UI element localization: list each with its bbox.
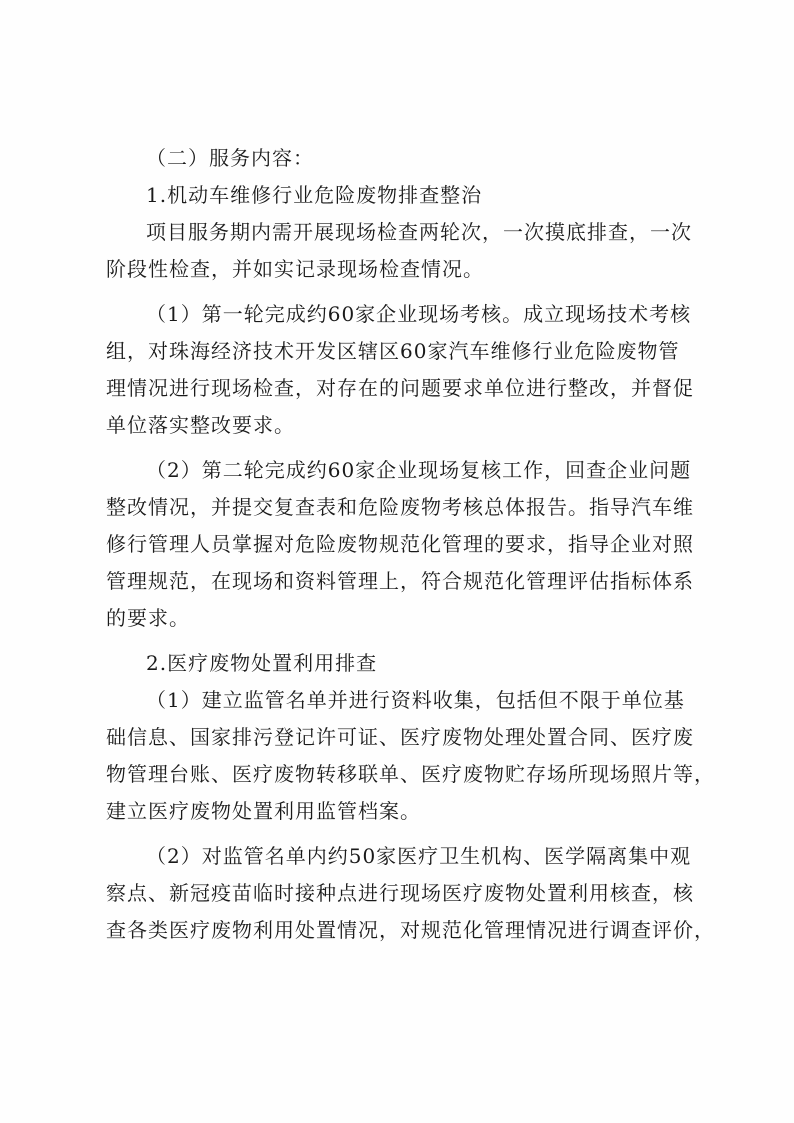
paragraph-line: 础信息、国家排污登记许可证、医疗废物处理处置合同、医疗废: [106, 725, 694, 749]
document-body: [106, 140, 715, 949]
paragraph-line: 整改情况，并提交复查表和危险废物考核总体报告。指导汽车维: [106, 495, 694, 519]
paragraph-line: 单位落实整改要求。: [106, 413, 295, 437]
paragraph-line: 阶段性检查，并如实记录现场检查情况。: [106, 257, 484, 281]
paragraph-line: 组，对珠海经济技术开发区辖区60家汽车维修行业危险废物管: [106, 339, 680, 363]
paragraph-line: （1）第一轮完成约60家企业现场考核。成立现场技术考核: [146, 302, 692, 326]
paragraph-line: 查各类医疗废物利用处置情况，对规范化管理情况进行调查评价，: [106, 918, 715, 942]
paragraph-line: 项目服务期内需开展现场检查两轮次，一次摸底排查，一次: [146, 220, 692, 244]
paragraph-line: 管理规范，在现场和资料管理上，符合规范化管理评估指标体系: [106, 569, 694, 593]
paragraph-line: （1）建立监管名单并进行资料收集，包括但不限于单位基: [146, 688, 685, 712]
paragraph-line: 理情况进行现场检查，对存在的问题要求单位进行整改，并督促: [106, 376, 694, 400]
paragraph-line: （2）对监管名单内约50家医疗卫生机构、医学隔离集中观: [146, 844, 692, 868]
paragraph-line: 建立医疗废物处置利用监管档案。: [106, 799, 421, 823]
paragraph-line: （2）第二轮完成约60家企业现场复核工作，回查企业问题: [146, 458, 692, 482]
paragraph-line: 修行管理人员掌握对危险废物规范化管理的要求，指导企业对照: [106, 532, 694, 556]
subsection-heading: 2.医疗废物处置利用排查: [146, 651, 378, 675]
subsection-heading: 1.机动车维修行业危险废物排查整治: [146, 183, 483, 207]
paragraph-line: 物管理台账、医疗废物转移联单、医疗废物贮存场所现场照片等，: [106, 762, 715, 786]
paragraph-line: 的要求。: [106, 606, 190, 630]
paragraph-line: 察点、新冠疫苗临时接种点进行现场医疗废物处置利用核查，核: [106, 881, 694, 905]
section-heading: （二）服务内容：: [146, 146, 314, 170]
